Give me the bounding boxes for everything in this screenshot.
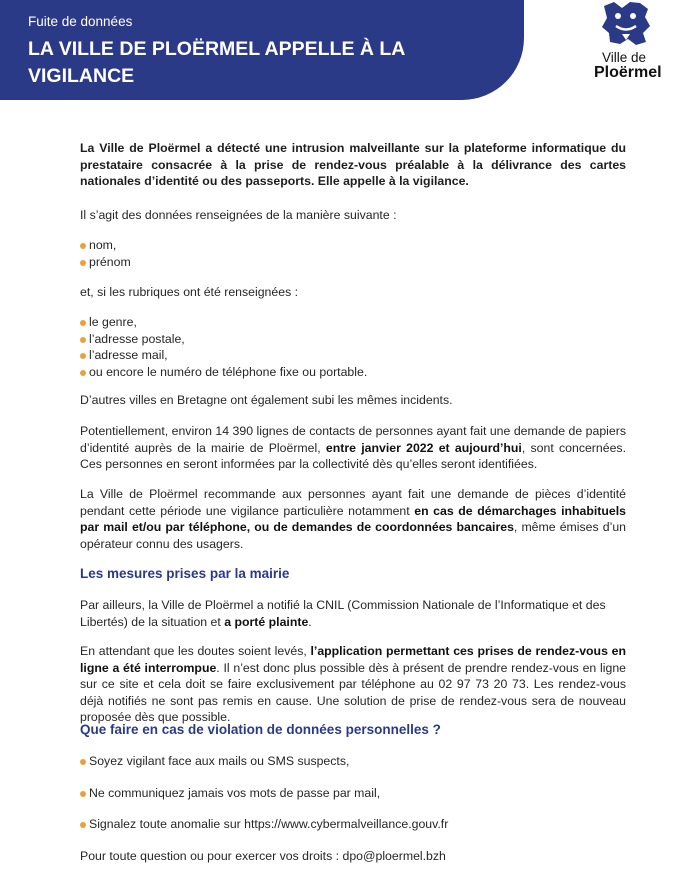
logo-text-line1: Ville de <box>602 50 647 65</box>
page-title: LA VILLE DE PLOËRMEL APPELLE À LA VIGILANCE <box>28 38 405 87</box>
bullet-icon <box>80 370 86 376</box>
measures-heading: Les mesures prises par la mairie <box>80 566 290 581</box>
what-to-do-heading: Que faire en cas de violation de données personnelles ? <box>80 722 441 737</box>
recommendation-paragraph: La Ville de Ploërmel recommande aux personnes ayant fait une demande de pièces d’identité pendant cette période une vigilance particulière notamment en cas de démarchages inhabituels par mail et/ou par téléphone, ou de demandes de coordonnées bancaires, même émises d’un opérateur connu des usagers. <box>80 487 626 551</box>
bullet-icon <box>80 791 86 797</box>
ermine-crest-icon <box>600 0 652 46</box>
contact-text: Pour toute question ou pour exercer vos droits : dpo@ploermel.bzh <box>80 849 446 863</box>
city-logo <box>594 0 662 90</box>
bullet-icon <box>80 822 86 828</box>
list-item: l’adresse postale, <box>80 331 626 348</box>
optional-intro: et, si les rubriques ont été renseignées : <box>80 285 299 299</box>
data-list-basic <box>80 237 626 270</box>
bullet-icon <box>80 759 86 765</box>
affected-count-paragraph: Potentiellement, environ 14 390 lignes de contacts de personnes ayant fait une demande de papiers d’identité auprès de la mairie de Ploërmel, entre janvier 2022 et aujourd’hui, sont concernées. Ces personnes en seront informées par la collectivité dès qu’elles seront identifiées. <box>80 424 626 471</box>
other-cities-text: D’autres villes en Bretagne ont également subi les mêmes incidents. <box>80 393 453 407</box>
list-item: ou encore le numéro de téléphone fixe ou portable. <box>80 364 626 381</box>
kicker: Fuite de données <box>28 14 133 29</box>
list-item: l’adresse mail, <box>80 347 626 364</box>
list-item: prénom <box>80 254 626 271</box>
list-item: le genre, <box>80 314 626 331</box>
bullet-icon <box>80 260 86 266</box>
lead-paragraph: La Ville de Ploërmel a détecté une intrusion malveillante sur la plateforme informatique du prestataire consacrée à la prise de rendez-vous préalable à la délivrance des cartes nationales d’identité ou des passeports. Elle appelle à la vigilance. <box>80 141 626 188</box>
list-item: Soyez vigilant face aux mails ou SMS suspects, <box>80 753 626 770</box>
data-intro: Il s’agit des données renseignées de la manière suivante : <box>80 208 397 222</box>
cnil-paragraph: Par ailleurs, la Ville de Ploërmel a notifié la CNIL (Commission Nationale de l’Informatique et des Libertés) de la situation et a porté plainte. <box>80 598 606 629</box>
logo-text-line2: Ploërmel <box>594 64 662 81</box>
bullet-icon <box>80 337 86 343</box>
list-item: Signalez toute anomalie sur https://www.cybermalveillance.gouv.fr <box>80 816 626 833</box>
bullet-icon <box>80 320 86 326</box>
list-item: nom, <box>80 237 626 254</box>
tips-list <box>80 753 626 833</box>
bullet-icon <box>80 353 86 359</box>
app-suspension-paragraph: En attendant que les doutes soient levés, l’application permettant ces prises de rendez-vous en ligne a été interrompue. Il n’est donc plus possible dès à présent de prendre rendez-vous en ligne sur ce site et cela doit se faire exclusivement par téléphone au 02 97 73 20 73. Les rendez-vous déjà notifiés ne sont pas remis en cause. Une solution de prise de rendez-vous sera de nouveau proposée dès que possible. <box>80 644 626 724</box>
list-item: Ne communiquez jamais vos mots de passe par mail, <box>80 785 626 802</box>
header-banner <box>0 0 524 100</box>
data-list-optional <box>80 314 626 380</box>
bullet-icon <box>80 243 86 249</box>
